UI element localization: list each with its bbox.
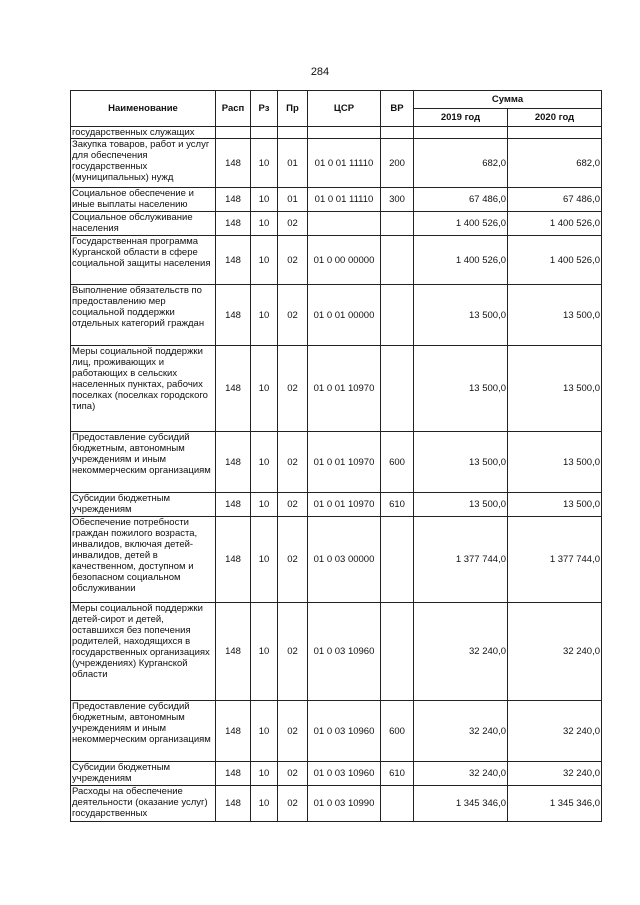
header-vr: ВР bbox=[381, 91, 414, 127]
cell-y2020: 682,0 bbox=[508, 139, 602, 188]
table-row bbox=[71, 188, 602, 212]
cell-name: государственных служащих bbox=[71, 127, 216, 139]
cell-rz: 10 bbox=[251, 493, 278, 517]
cell-csr: 01 0 00 00000 bbox=[308, 236, 381, 285]
cell-rz: 10 bbox=[251, 603, 278, 701]
cell-csr: 01 0 01 10970 bbox=[308, 432, 381, 493]
table-row bbox=[71, 285, 602, 346]
cell-y2019: 13 500,0 bbox=[414, 493, 508, 517]
table-row bbox=[71, 517, 602, 603]
cell-name: Меры социальной поддержки лиц, проживающих и работающих в сельских населенных пунктах, рабочих поселках (поселках городского типа) bbox=[71, 346, 216, 432]
cell-name: Социальное обеспечение и иные выплаты населению bbox=[71, 188, 216, 212]
cell-csr: 01 0 01 10970 bbox=[308, 493, 381, 517]
cell-rasp: 148 bbox=[216, 212, 251, 236]
table-row bbox=[71, 212, 602, 236]
cell-rasp: 148 bbox=[216, 603, 251, 701]
cell-pr: 02 bbox=[278, 493, 308, 517]
cell-rasp: 148 bbox=[216, 493, 251, 517]
cell-y2020: 13 500,0 bbox=[508, 346, 602, 432]
cell-y2020: 32 240,0 bbox=[508, 701, 602, 762]
table-row bbox=[71, 127, 602, 139]
cell-pr: 02 bbox=[278, 701, 308, 762]
page-number: 284 bbox=[310, 66, 330, 78]
cell-y2020: 32 240,0 bbox=[508, 603, 602, 701]
cell-rasp: 148 bbox=[216, 786, 251, 822]
table-row bbox=[71, 236, 602, 285]
cell-vr bbox=[381, 236, 414, 285]
cell-rasp: 148 bbox=[216, 139, 251, 188]
table-row bbox=[71, 493, 602, 517]
table-row bbox=[71, 762, 602, 786]
cell-y2020: 13 500,0 bbox=[508, 432, 602, 493]
cell-y2019: 32 240,0 bbox=[414, 603, 508, 701]
cell-csr: 01 0 03 00000 bbox=[308, 517, 381, 603]
table-header bbox=[71, 91, 602, 127]
cell-pr: 02 bbox=[278, 432, 308, 493]
table-body bbox=[71, 127, 602, 822]
cell-y2020: 13 500,0 bbox=[508, 493, 602, 517]
cell-vr bbox=[381, 517, 414, 603]
cell-vr bbox=[381, 285, 414, 346]
cell-name: Субсидии бюджетным учреждениям bbox=[71, 493, 216, 517]
cell-rz: 10 bbox=[251, 236, 278, 285]
cell-vr bbox=[381, 127, 414, 139]
cell-y2019: 1 400 526,0 bbox=[414, 236, 508, 285]
cell-rasp: 148 bbox=[216, 762, 251, 786]
cell-pr: 02 bbox=[278, 236, 308, 285]
header-pr: Пр bbox=[278, 91, 308, 127]
cell-pr: 02 bbox=[278, 517, 308, 603]
cell-csr: 01 0 01 10970 bbox=[308, 346, 381, 432]
cell-pr: 02 bbox=[278, 603, 308, 701]
table-row bbox=[71, 701, 602, 762]
cell-pr: 01 bbox=[278, 188, 308, 212]
cell-rz: 10 bbox=[251, 188, 278, 212]
cell-rz: 10 bbox=[251, 786, 278, 822]
cell-rz: 10 bbox=[251, 346, 278, 432]
cell-y2019: 32 240,0 bbox=[414, 701, 508, 762]
cell-csr: 01 0 03 10960 bbox=[308, 701, 381, 762]
header-2020: 2020 год bbox=[508, 109, 602, 127]
cell-y2019: 13 500,0 bbox=[414, 285, 508, 346]
cell-y2019: 1 400 526,0 bbox=[414, 212, 508, 236]
cell-y2019: 13 500,0 bbox=[414, 346, 508, 432]
cell-name: Государственная программа Курганской области в сфере социальной защиты населения bbox=[71, 236, 216, 285]
cell-csr: 01 0 03 10960 bbox=[308, 603, 381, 701]
cell-y2019 bbox=[414, 127, 508, 139]
table-row bbox=[71, 603, 602, 701]
cell-y2020: 13 500,0 bbox=[508, 285, 602, 346]
cell-rz bbox=[251, 127, 278, 139]
cell-vr: 300 bbox=[381, 188, 414, 212]
cell-csr bbox=[308, 127, 381, 139]
cell-pr: 01 bbox=[278, 139, 308, 188]
header-sum: Сумма bbox=[414, 91, 602, 109]
header-csr: ЦСР bbox=[308, 91, 381, 127]
cell-pr: 02 bbox=[278, 212, 308, 236]
cell-rz: 10 bbox=[251, 139, 278, 188]
cell-name: Субсидии бюджетным учреждениям bbox=[71, 762, 216, 786]
cell-csr: 01 0 03 10960 bbox=[308, 762, 381, 786]
cell-vr: 610 bbox=[381, 762, 414, 786]
cell-y2020: 1 400 526,0 bbox=[508, 212, 602, 236]
cell-name: Предоставление субсидий бюджетным, автономным учреждениям и иным некоммерческим организациям bbox=[71, 432, 216, 493]
cell-vr: 600 bbox=[381, 432, 414, 493]
cell-y2020: 1 345 346,0 bbox=[508, 786, 602, 822]
cell-vr: 610 bbox=[381, 493, 414, 517]
cell-rasp: 148 bbox=[216, 432, 251, 493]
cell-y2020: 1 400 526,0 bbox=[508, 236, 602, 285]
cell-csr bbox=[308, 212, 381, 236]
cell-rz: 10 bbox=[251, 212, 278, 236]
table-row bbox=[71, 139, 602, 188]
cell-name: Социальное обслуживание населения bbox=[71, 212, 216, 236]
cell-y2020: 67 486,0 bbox=[508, 188, 602, 212]
cell-rz: 10 bbox=[251, 701, 278, 762]
cell-vr bbox=[381, 786, 414, 822]
cell-vr: 600 bbox=[381, 701, 414, 762]
cell-y2019: 32 240,0 bbox=[414, 762, 508, 786]
cell-name: Меры социальной поддержки детей-сирот и детей, оставшихся без попечения родителей, находящихся в государственных организациях (учреждениях) Курганской области bbox=[71, 603, 216, 701]
cell-pr: 02 bbox=[278, 285, 308, 346]
table-row bbox=[71, 786, 602, 822]
table-row bbox=[71, 432, 602, 493]
cell-pr: 02 bbox=[278, 762, 308, 786]
cell-rasp: 148 bbox=[216, 236, 251, 285]
cell-y2019: 682,0 bbox=[414, 139, 508, 188]
cell-rasp: 148 bbox=[216, 188, 251, 212]
cell-vr bbox=[381, 346, 414, 432]
cell-name: Расходы на обеспечение деятельности (оказание услуг) государственных bbox=[71, 786, 216, 822]
cell-rasp: 148 bbox=[216, 346, 251, 432]
cell-pr: 02 bbox=[278, 786, 308, 822]
cell-rasp: 148 bbox=[216, 517, 251, 603]
cell-csr: 01 0 03 10990 bbox=[308, 786, 381, 822]
header-rasp: Расп bbox=[216, 91, 251, 127]
budget-table bbox=[70, 90, 602, 822]
cell-vr: 200 bbox=[381, 139, 414, 188]
cell-y2020 bbox=[508, 127, 602, 139]
cell-y2019: 67 486,0 bbox=[414, 188, 508, 212]
cell-rz: 10 bbox=[251, 762, 278, 786]
cell-csr: 01 0 01 00000 bbox=[308, 285, 381, 346]
cell-rz: 10 bbox=[251, 285, 278, 346]
cell-y2020: 32 240,0 bbox=[508, 762, 602, 786]
table-row bbox=[71, 346, 602, 432]
cell-y2019: 1 345 346,0 bbox=[414, 786, 508, 822]
cell-y2020: 1 377 744,0 bbox=[508, 517, 602, 603]
cell-y2019: 13 500,0 bbox=[414, 432, 508, 493]
header-name: Наименование bbox=[71, 91, 216, 127]
cell-name: Выполнение обязательств по предоставлению мер социальной поддержки отдельных категорий граждан bbox=[71, 285, 216, 346]
cell-csr: 01 0 01 11110 bbox=[308, 139, 381, 188]
cell-pr bbox=[278, 127, 308, 139]
header-rz: Рз bbox=[251, 91, 278, 127]
cell-csr: 01 0 01 11110 bbox=[308, 188, 381, 212]
cell-rasp: 148 bbox=[216, 701, 251, 762]
cell-pr: 02 bbox=[278, 346, 308, 432]
cell-rz: 10 bbox=[251, 517, 278, 603]
cell-rz: 10 bbox=[251, 432, 278, 493]
cell-rasp bbox=[216, 127, 251, 139]
cell-name: Обеспечение потребности граждан пожилого возраста, инвалидов, включая детей-инвалидов, детей в качественном, доступном и безопасном социальном обслуживании bbox=[71, 517, 216, 603]
cell-vr bbox=[381, 212, 414, 236]
cell-y2019: 1 377 744,0 bbox=[414, 517, 508, 603]
cell-vr bbox=[381, 603, 414, 701]
cell-rasp: 148 bbox=[216, 285, 251, 346]
cell-name: Закупка товаров, работ и услуг для обеспечения государственных (муниципальных) нужд bbox=[71, 139, 216, 188]
header-2019: 2019 год bbox=[414, 109, 508, 127]
cell-name: Предоставление субсидий бюджетным, автономным учреждениям и иным некоммерческим организациям bbox=[71, 701, 216, 762]
